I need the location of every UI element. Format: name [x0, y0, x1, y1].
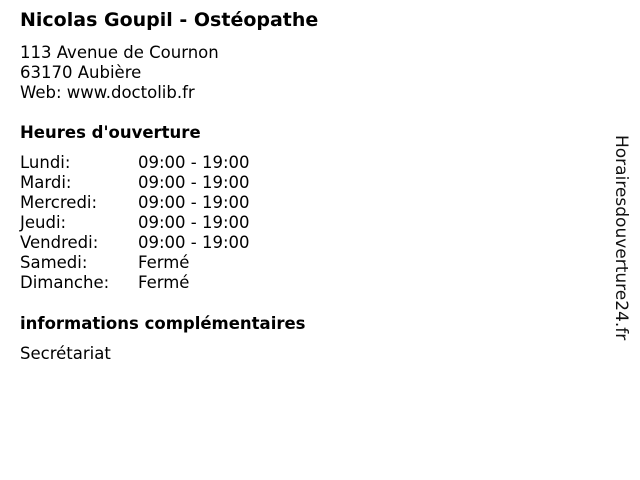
- day-label: Vendredi:: [20, 233, 99, 252]
- info-heading: informations complémentaires: [20, 314, 306, 333]
- day-label: Samedi:: [20, 253, 88, 272]
- address-street: 113 Avenue de Cournon: [20, 43, 219, 62]
- hours-table: [20, 153, 250, 293]
- address-web: Web: www.doctolib.fr: [20, 83, 195, 102]
- time-value: Fermé: [138, 273, 190, 292]
- hours-row-wednesday: [20, 193, 250, 213]
- hours-row-thursday: [20, 213, 250, 233]
- day-label: Jeudi:: [20, 213, 67, 232]
- time-value: 09:00 - 19:00: [138, 193, 250, 212]
- page-title: Nicolas Goupil - Ostéopathe: [20, 9, 319, 31]
- hours-row-sunday: [20, 273, 250, 293]
- time-value: 09:00 - 19:00: [138, 233, 250, 252]
- address-city: 63170 Aubière: [20, 63, 142, 82]
- hours-row-monday: [20, 153, 250, 173]
- watermark-text: Horairesdouverture24.fr: [611, 135, 631, 341]
- hours-row-saturday: [20, 253, 250, 273]
- day-label: Dimanche:: [20, 273, 110, 292]
- hours-row-friday: [20, 233, 250, 253]
- address-block: [20, 43, 219, 103]
- time-value: 09:00 - 19:00: [138, 173, 250, 192]
- day-label: Mardi:: [20, 173, 72, 192]
- hours-heading: Heures d'ouverture: [20, 123, 201, 142]
- day-label: Mercredi:: [20, 193, 98, 212]
- time-value: 09:00 - 19:00: [138, 213, 250, 232]
- hours-row-tuesday: [20, 173, 250, 193]
- time-value: 09:00 - 19:00: [138, 153, 250, 172]
- time-value: Fermé: [138, 253, 190, 272]
- info-text: Secrétariat: [20, 344, 111, 363]
- day-label: Lundi:: [20, 153, 71, 172]
